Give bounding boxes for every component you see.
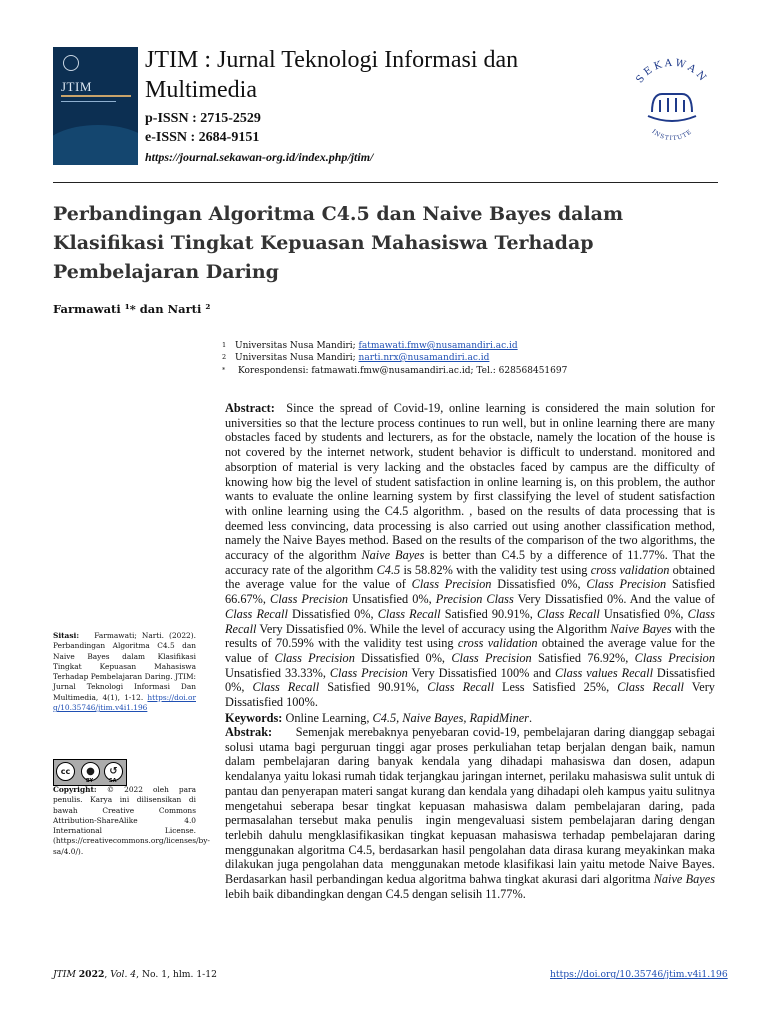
p-issn: p-ISSN : 2715-2529 xyxy=(145,111,261,126)
sa-label: SA xyxy=(109,778,117,784)
affiliation-text: Universitas Nusa Mandiri; xyxy=(235,353,359,363)
copyright-body: © 2022 oleh para penulis. Karya ini dilisensikan di bawah Creative Commons Attribution-ShareAlike 4.0 International License. (https://creativecommons.org/licenses/by-sa/4.0/). xyxy=(53,785,210,856)
keywords xyxy=(225,711,715,726)
keywords-label: Keywords: xyxy=(225,711,283,725)
affiliation-email-link[interactable]: narti.nrx@nusamandiri.ac.id xyxy=(358,353,490,363)
copyright-label: Copyright: xyxy=(53,785,97,794)
affiliation-num: 2 xyxy=(222,353,227,361)
cover-stripe xyxy=(61,95,131,97)
sharealike-icon: ↺ xyxy=(104,762,123,781)
journal-cover-image xyxy=(53,47,138,165)
footer-doi-link[interactable]: https://doi.org/10.35746/jtim.v4i1.196 xyxy=(550,969,728,980)
e-issn: e-ISSN : 2684-9151 xyxy=(145,130,260,145)
paper-authors: Farmawati ¹* dan Narti ² xyxy=(53,302,211,316)
citation-block xyxy=(53,631,196,713)
attribution-icon: ● xyxy=(81,762,100,781)
affiliation-2 xyxy=(222,353,489,363)
cover-stripe-thin xyxy=(61,101,116,102)
logo-text-top: SEKAWAN xyxy=(634,57,710,86)
abstrak-body: Semenjak merebaknya penyebaran covid-19, pembelajaran daring dianggap sebagai solusi utama bagi perguruan tinggi agar proses perkuliahan tetap berjalan dengan baik, namun dalam pembelajaran daring banyak kendala yang dihadapi mahasiswa dan dosen, adapun kendalanya yaitu lokasi rumah tidak terjangkau jaringan internet, perilaku mahasiswa sulit untuk di pantau dan penyerapan materi sangat kurang dan kendala yang dihadapi oleh kampus yaitu sulitnya mengetahui seberapa besar tingkat kepuasan mahasiswa dalam pembelajaran daring, pada permasalahan tersebut maka penulis ingin mengevaluasi sistem pembelajaran daring dengan terlebih dahulu mengklasifikasikan tingkat kepuasan mahasiswa terhadap pembelajaran daring menggunakan algoritma C4.5, berdasarkan hasil pengolahan data dirasa kurang meyakinkan maka dilakukan juga pengolahan data menggunakan metode klasifikasi lain yaitu metode Naive Bayes. Berdasarkan hasil perbandingan kedua algoritma bahwa tingkat akurasi dari algoritma Naive Bayes lebih baik dibandingkan dengan C4.5 dengan selisih 11.77%. xyxy=(225,725,716,901)
correspondence xyxy=(222,366,567,376)
affiliation-num: * xyxy=(222,366,226,374)
abstract-label: Abstract: xyxy=(225,401,275,415)
abstract-en xyxy=(225,401,715,710)
cc-icon: cc xyxy=(56,762,75,781)
by-label: BY xyxy=(86,778,94,784)
logo-text-bottom: INSTITUTE xyxy=(650,128,694,143)
cover-wave xyxy=(53,125,138,165)
cc-license-badge[interactable] xyxy=(53,759,127,786)
copyright-block xyxy=(53,785,210,857)
paper-title: Perbandingan Algoritma C4.5 dan Naive Bayes dalam Klasifikasi Tingkat Kepuasan Mahasiswa Terhadap Pembelajaran Daring xyxy=(53,203,624,283)
cover-title: JTIM xyxy=(61,79,92,94)
affiliation-email-link[interactable]: fatmawati.fmw@nusamandiri.ac.id xyxy=(358,341,518,351)
journal-title: JTIM : Jurnal Teknologi Informasi dan Multimedia xyxy=(145,47,519,103)
citation-label: Sitasi: xyxy=(53,631,80,640)
abstrak-label: Abstrak: xyxy=(225,725,273,739)
footer-citation: JTIM 2022, Vol. 4, No. 1, hlm. 1-12 xyxy=(53,969,217,980)
header-divider xyxy=(53,182,718,183)
sekawan-institute-logo-icon xyxy=(622,50,722,150)
journal-url[interactable]: https://journal.sekawan-org.id/index.php/jtim/ xyxy=(145,150,374,164)
correspondence-text: Korespondensi: fatmawati.fmw@nusamandiri.ac.id; Tel.: 628568451697 xyxy=(238,366,568,376)
affiliation-1 xyxy=(222,341,518,351)
affiliation-text: Universitas Nusa Mandiri; xyxy=(235,341,359,351)
citation-doi-link[interactable]: https://doi.org/10.35746/jtim.v4i1.196 xyxy=(53,692,196,713)
cover-logo-icon xyxy=(63,55,79,71)
svg-text:SEKAWAN xyxy=(634,58,709,86)
svg-text:INSTITUTE xyxy=(650,128,693,142)
abstract-body: Since the spread of Covid-19, online learning is considered the main solution for universities so that the lecture process continues to run well, but in online learning there are many obstacles faced by students and lecturers, as for the obstacle, namely the location of the house is not covered by the internet network, student behavior is difficult to understand. monitored and absorption of material is very lacking and the obstacles faced by campus are the difficulty of knowing how big the level of student satisfaction in online learning is, on this problem, the author wants to evaluate the online learning system by first classifying the level of student satisfaction with online learning using the C4.5 algorithm. , based on the results of data processing that is deemed less convincing, data processing is also carried out using another classification method, namely the Naive Bayes method. Based on the results of the comparison of the two algorithms, the accuracy of the algorithm Naive Bayes is better than C4.5 by a difference of 11.77%. That the accuracy rate of the algorithm C4.5 is 58.82% with the validity test using cross validation obtained the average value for the value of Class Precision Dissatisfied 0%, Class Precision Satisfied 66.67%, Class Precision Unsatisfied 0%, Precision Class Very Dissatisfied 0%. And the value of Class Recall Dissatisfied 0%, Class Recall Satisfied 90.91%, Class Recall Unsatisfied 0%, Class Recall Very Dissatisfied 0%. While the level of accuracy using the Algorithm Naive Bayes with the results of 70.59% with the validity test using cross validation obtained the average value for the value of Class Precision Dissatisfied 0%, Class Precision Satisfied 76.92%, Class Precision Unsatisfied 33.33%, Class Precision Very Dissatisfied 100% and Class values Recall Dissatisfied 0%, Class Recall Satisfied 90.91%, Class Recall Less Satisfied 25%, Class Recall Very Dissatisfied 100%. xyxy=(225,401,716,710)
citation-body: Farmawati; Narti. (2022). Perbandingan Algoritma C4.5 dan Naive Bayes dalam Klasifikasi Tingkat Kepuasan Mahasiswa Terhadap Pembelajaran Daring. JTIM: Jurnal Teknologi Informasi Dan Multimedia, 4(1), 1-12. xyxy=(53,631,196,702)
abstrak-id xyxy=(225,725,715,901)
affiliation-num: 1 xyxy=(222,341,227,349)
keywords-body: Online Learning, C4.5, Naive Bayes, RapidMiner. xyxy=(285,711,533,725)
